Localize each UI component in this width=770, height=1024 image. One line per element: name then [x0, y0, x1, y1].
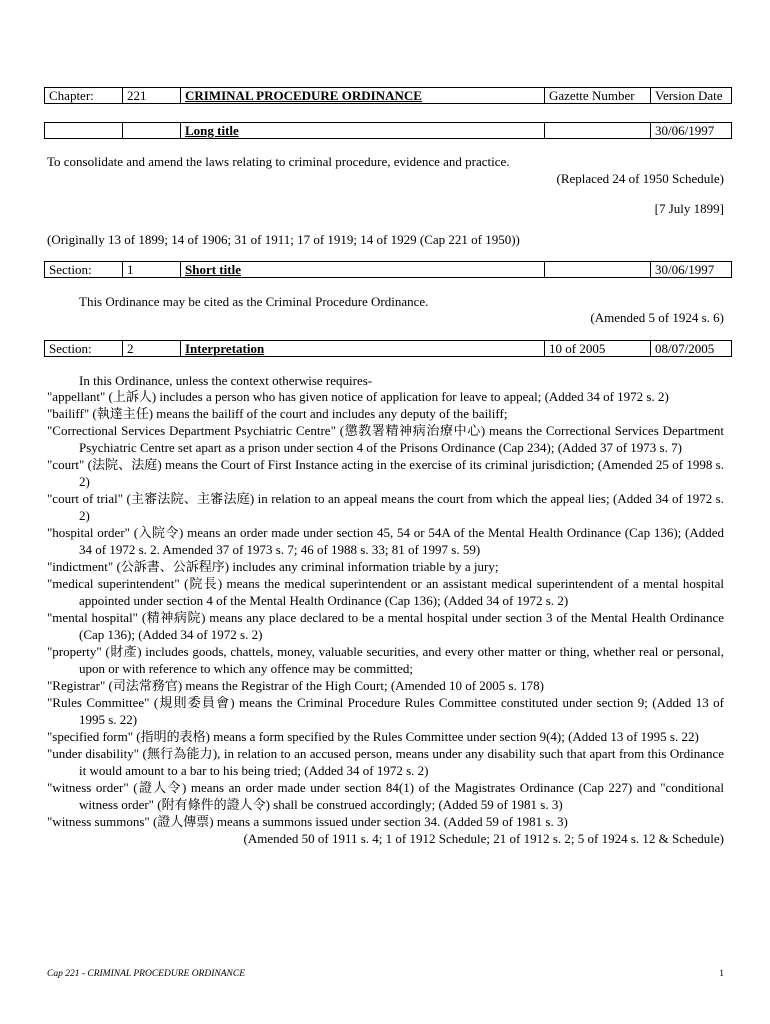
long-title-empty-2 [123, 123, 181, 139]
chapter-title: CRIMINAL PROCEDURE ORDINANCE [181, 88, 545, 104]
definition-appellant: "appellant" (上訴人) includes a person who has given notice of application for leave to appeal; (Added 34 of 1972 s. 2) [47, 389, 669, 404]
section-1-label: Section: [45, 262, 123, 278]
definition-witness-order: "witness order" (證人令) means an order made under section 84(1) of the Magistrates Ordinance (Cap 227) and "conditional witness order" (附有條件的證人令) shall be construed accordingly; (Added 59 of 1981 s. 3) [47, 780, 724, 812]
definition-court-of-trial: "court of trial" (主審法院、主審法庭) in relation to an appeal means the court from which the appeal lies; (Added 34 of 1972 s. 2) [47, 491, 724, 523]
definition-court: "court" (法院、法庭) means the Court of First Instance acting in the exercise of its criminal jurisdiction; (Amended 25 of 1998 s. 2) [47, 457, 724, 489]
section-2-gazette: 10 of 2005 [545, 341, 651, 357]
section-1-number: 1 [123, 262, 181, 278]
chapter-label: Chapter: [45, 88, 123, 104]
section-1-heading: Short title [181, 262, 545, 278]
definition-rules-committee: "Rules Committee" (規則委員會) means the Criminal Procedure Rules Committee constituted under section 9; (Added 13 of 1995 s. 22) [47, 695, 724, 727]
section-1-amended: (Amended 5 of 1924 s. 6) [590, 310, 724, 325]
definition-indictment: "indictment" (公訴書、公訴程序) includes any criminal information triable by a jury; [47, 559, 499, 574]
footer-chapter-title: Cap 221 - CRIMINAL PROCEDURE ORDINANCE [47, 969, 245, 979]
definition-psychiatric-centre: "Correctional Services Department Psychiatric Centre" (懲教署精神病治療中心) means the Correctional Services Department Psychiatric Centre set apart as a prison under section 4 of the Prisons Ordinance (Cap 234); (Added 37 of 1973 s. 7) [47, 423, 724, 455]
chapter-number: 221 [123, 88, 181, 104]
definition-medical-superintendent: "medical superintendent" (院長) means the medical superintendent or an assistant medical superintendent of a mental hospital appointed under section 4 of the Mental Health Ordinance (Cap 136); (Added 34 of 1972 s. 2) [47, 576, 724, 608]
chapter-header-table [44, 87, 732, 104]
section-1-text: This Ordinance may be cited as the Criminal Procedure Ordinance. [79, 294, 429, 309]
section-2-amended: (Amended 50 of 1911 s. 4; 1 of 1912 Schedule; 21 of 1912 s. 2; 5 of 1924 s. 12 & Schedule) [243, 831, 724, 846]
long-title-replaced-note: (Replaced 24 of 1950 Schedule) [556, 171, 724, 186]
definition-property: "property" (財產) includes goods, chattels, money, valuable securities, and every other matter or thing, whether real or personal, upon or with reference to which any offence may be committed; [47, 644, 724, 676]
footer-page-number: 1 [719, 969, 724, 979]
long-title-heading: Long title [181, 123, 545, 139]
gazette-number-label: Gazette Number [545, 88, 651, 104]
section-1-table [44, 261, 732, 278]
section-2-table [44, 340, 732, 357]
definition-under-disability: "under disability" (無行為能力), in relation to an accused person, means under any disability such that apart from this Ordinance it would amount to a bar to his being tried; (Added 34 of 1972 s. 2) [47, 746, 724, 778]
definition-bailiff: "bailiff" (執達主任) means the bailiff of the court and includes any deputy of the bailiff; [47, 406, 508, 421]
long-title-version-date: 30/06/1997 [651, 123, 732, 139]
section-2-version-date: 08/07/2005 [651, 341, 732, 357]
long-title-table [44, 122, 732, 139]
definitions-list [47, 388, 724, 847]
section-2-label: Section: [45, 341, 123, 357]
long-title-date: [7 July 1899] [654, 201, 724, 216]
long-title-gazette [545, 123, 651, 139]
section-2-heading: Interpretation [181, 341, 545, 357]
section-1-gazette [545, 262, 651, 278]
long-title-empty-1 [45, 123, 123, 139]
section-1-version-date: 30/06/1997 [651, 262, 732, 278]
definition-hospital-order: "hospital order" (入院令) means an order made under section 45, 54 or 54A of the Mental Health Ordinance (Cap 136); (Added 34 of 1972 s. 2. Amended 37 of 1973 s. 7; 46 of 1988 s. 33; 81 of 1997 s. 59) [47, 525, 724, 557]
definition-mental-hospital: "mental hospital" (精神病院) means any place declared to be a mental hospital under section 3 of the Mental Health Ordinance (Cap 136); (Added 34 of 1972 s. 2) [47, 610, 724, 642]
section-2-number: 2 [123, 341, 181, 357]
section-2-intro: In this Ordinance, unless the context otherwise requires- [79, 373, 373, 388]
long-title-text: To consolidate and amend the laws relating to criminal procedure, evidence and practice. [47, 154, 510, 169]
long-title-originally: (Originally 13 of 1899; 14 of 1906; 31 of 1911; 17 of 1919; 14 of 1929 (Cap 221 of 1950)) [47, 232, 520, 247]
definition-witness-summons: "witness summons" (證人傳票) means a summons issued under section 34. (Added 59 of 1981 s. 3) [47, 814, 568, 829]
version-date-label: Version Date [651, 88, 732, 104]
definition-specified-form: "specified form" (指明的表格) means a form specified by the Rules Committee under section 9(4); (Added 13 of 1995 s. 22) [47, 729, 699, 744]
definition-registrar: "Registrar" (司法常務官) means the Registrar of the High Court; (Amended 10 of 2005 s. 178) [47, 678, 544, 693]
